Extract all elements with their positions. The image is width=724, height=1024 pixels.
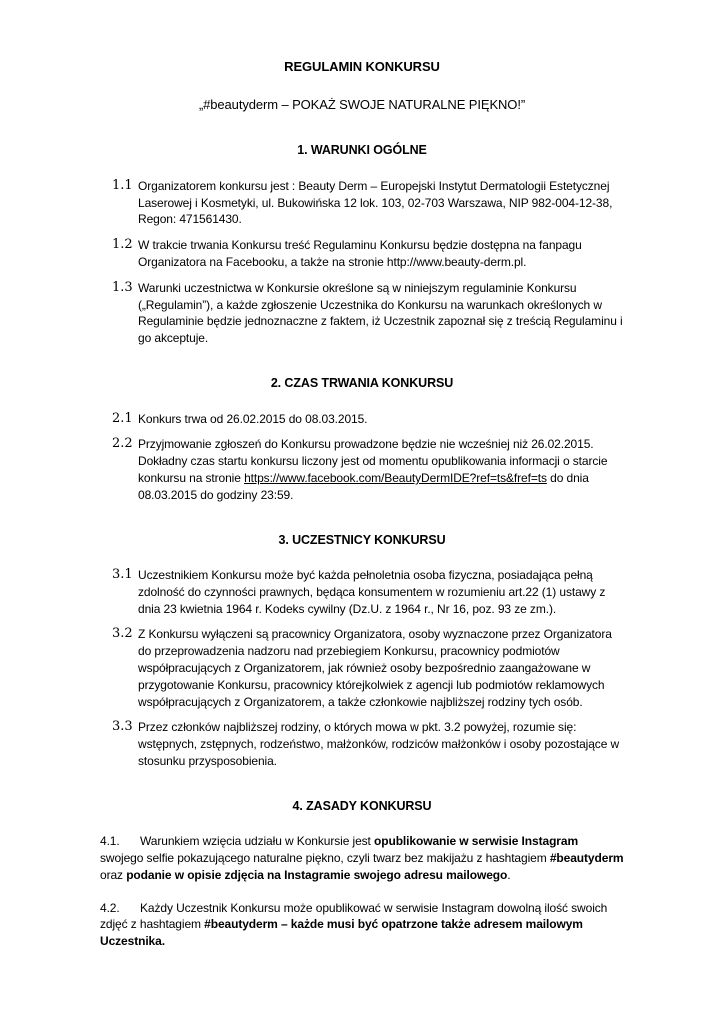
text-run: Przyjmowanie zgłoszeń do Konkursu prowadzone będzie nie wcześniej niż 26.02.2015. Dokładny czas startu konkursu liczony jest od momentu opublikowania informacji o starcie konkursu na stronie <box>138 437 608 485</box>
clause-3.1 <box>100 567 624 617</box>
clause-text <box>100 901 607 949</box>
text-run: Uczestnikiem Konkursu może być każda pełnoletnia osoba fizyczna, posiadająca pełną zdolność do czynności prawnych, będąca konsumentem w rozumieniu art.22 (1) ustawy z dnia 23 kwietnia 1964 r. Kodeks cywilny (Dz.U. z 1964 r., Nr 16, poz. 93 ze zm.). <box>138 568 606 616</box>
text-run: . <box>507 867 511 882</box>
text-run: oraz <box>100 867 127 882</box>
clause-text <box>100 834 623 882</box>
section-heading: 2. CZAS TRWANIA KONKURSU <box>270 376 454 391</box>
clause-3.2 <box>100 626 624 710</box>
text-run: do dnia 08.03.2015 do godziny 23:59. <box>138 470 589 502</box>
clause-3.3 <box>100 719 624 769</box>
text-run: Każdy Uczestnik Konkursu może opublikować w serwisie Instagram dowolną ilość swoich zdjęć z hashtagiem <box>100 900 608 932</box>
clause-number: 1.2 <box>112 237 133 253</box>
clause-2.1 <box>100 411 624 428</box>
facebook-hyperlink[interactable]: https://www.facebook.com/BeautyDermIDE?ref=ts&fref=ts <box>244 470 547 485</box>
section-1 <box>100 142 624 347</box>
clause-number: 2.2 <box>112 436 133 452</box>
text-run: Przez członków najbliższej rodziny, o których mowa w pkt. 3.2 powyżej, rozumie się: wstępnych, zstępnych, rodzeństwo, małżonków, rodziców małżonków i osoby pozostające w stosunku przysposobienia. <box>138 720 620 768</box>
text-run: Konkurs trwa od 26.02.2015 do 08.03.2015. <box>138 411 368 426</box>
bold-text: opublikowanie w serwisie Instagram <box>374 834 579 849</box>
clause-4.1 <box>100 833 624 883</box>
clause-number: 3.1 <box>112 567 133 583</box>
document-subtitle: „#beautyderm – POKAŻ SWOJE NATURALNE PIĘKNO!” <box>198 97 526 113</box>
document-title: REGULAMIN KONKURSU <box>284 59 440 74</box>
text-run: Warunkiem wzięcia udziału w Konkursie jest <box>140 834 375 849</box>
clause-text <box>138 627 612 708</box>
bold-text: #beautyderm – każde musi być opatrzone także adresem mailowym Uczestnika. <box>100 917 583 949</box>
clause-4.2 <box>100 900 624 950</box>
clause-number: 4.1. <box>100 834 120 849</box>
text-run: swojego selfie pokazującego naturalne piękno, czyli twarz bez makijażu z hashtagiem <box>100 851 550 866</box>
document-body <box>100 142 624 950</box>
clause-number: 1.3 <box>112 279 133 295</box>
section-3 <box>100 532 624 770</box>
clause-text <box>138 179 612 227</box>
clause-text <box>138 412 367 426</box>
clause-number: 3.3 <box>112 719 133 735</box>
clause-1.2 <box>100 237 624 271</box>
clause-number: 3.2 <box>112 626 133 642</box>
clause-2.2 <box>100 436 624 503</box>
section-heading: 3. UCZESTNICY KONKURSU <box>278 532 446 547</box>
clause-number: 1.1 <box>112 177 133 193</box>
clause-number: 4.2. <box>100 900 120 915</box>
clause-number: 2.1 <box>112 410 133 426</box>
clause-text <box>138 568 605 616</box>
text-run: Z Konkursu wyłączeni są pracownicy Organizatora, osoby wyznaczone przez Organizatora do przeprowadzenia nadzoru nad przebiegiem Konkursu, pracownicy podmiotów współpracujących z Organizatorem, jak również osoby bezpośrednio zaangażowane w przygotowanie Konkursu, pracownicy którejkolwiek z agencji lub podmiotów reklamowych współpracujących z Organizatorem, a także członkowie najbliższej rodziny tych osób. <box>138 627 612 709</box>
clause-text <box>138 238 582 269</box>
section-4 <box>100 798 624 950</box>
clause-1.3 <box>100 280 624 347</box>
section-heading: 4. ZASADY KONKURSU <box>292 798 432 813</box>
section-heading: 1. WARUNKI OGÓLNE <box>297 143 427 158</box>
text-run: Organizatorem konkursu jest : Beauty Derm – Europejski Instytut Dermatologii Estetycznej Laserowej i Kosmetyki, ul. Bukowińska 12 lok. 103, 02-703 Warszawa, NIP 982-004-12-38, Regon: 471561430. <box>138 178 613 227</box>
bold-text: #beautyderm <box>549 851 624 866</box>
clause-text <box>138 720 619 768</box>
text-run: W trakcie trwania Konkursu treść Regulaminu Konkursu będzie dostępna na fanpagu Organizatora na Facebooku, a także na stronie http://www.beauty-derm.pl. <box>138 238 582 270</box>
clause-text <box>138 437 607 501</box>
bold-text: podanie w opisie zdjęcia na Instagramie swojego adresu mailowego <box>126 867 508 882</box>
clause-1.1 <box>100 178 624 228</box>
clause-text <box>138 281 623 345</box>
section-2 <box>100 375 624 503</box>
text-run: Warunki uczestnictwa w Konkursie określone są w niniejszym regulaminie Konkursu („Regulamin”), a każde zgłoszenie Uczestnika do Konkursu na warunkach określonych w Regulaminie będzie jednoznaczne z faktem, iż Uczestnik zapoznał się z treścią Regulaminu i go akceptuje. <box>138 280 623 346</box>
